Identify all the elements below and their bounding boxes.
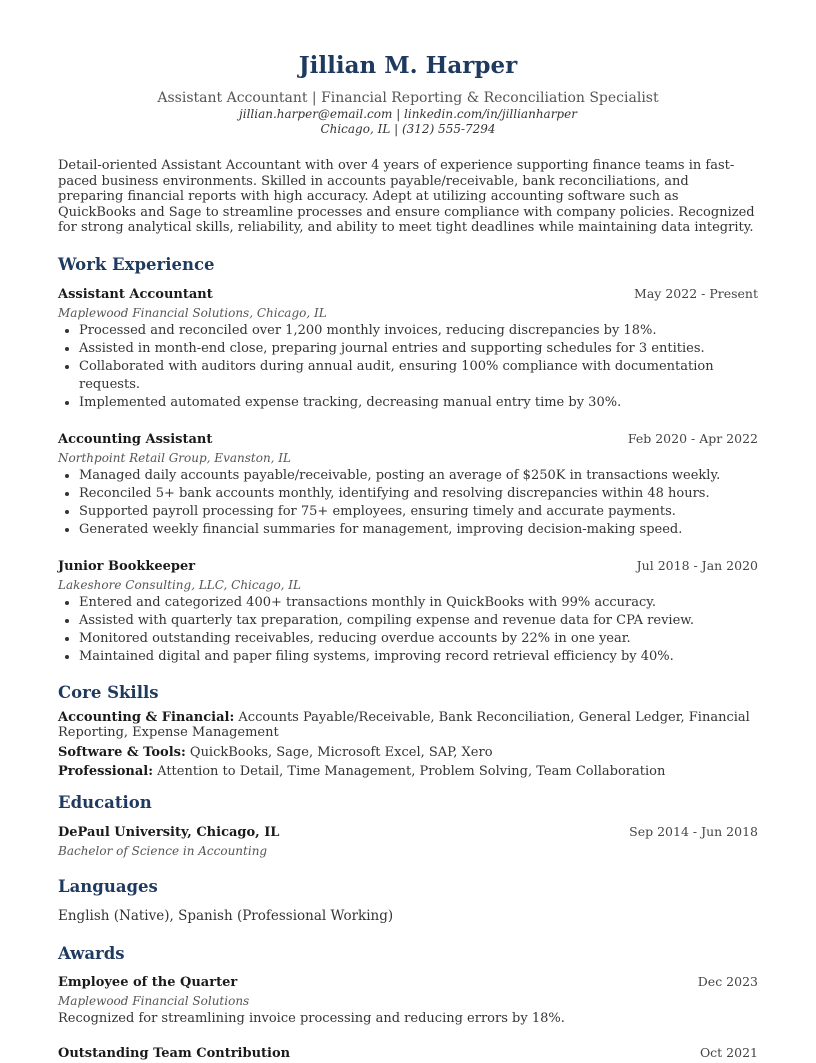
work-experience-section <box>58 255 758 666</box>
job-bullet: • Collaborated with auditors during annual audit, ensuring 100% compliance with documentation requests. <box>79 358 758 394</box>
job-bullet: • Processed and reconciled over 1,200 monthly invoices, reducing discrepancies by 18%. <box>79 322 758 340</box>
skill-category: Software & Tools: <box>58 744 186 760</box>
skill-values: Attention to Detail, Time Management, Problem Solving, Team Collaboration <box>157 764 666 779</box>
languages-text: English (Native), Spanish (Professional Working) <box>58 907 394 924</box>
section-title-awards: Awards <box>58 943 125 963</box>
skill-category: Accounting & Financial: <box>58 709 235 725</box>
section-title-work-experience: Work Experience <box>58 254 215 274</box>
job-bullet: • Monitored outstanding receivables, reducing overdue accounts by 22% in one year. <box>79 630 758 648</box>
job-header <box>58 285 758 304</box>
job-title: Assistant Accountant <box>58 286 213 302</box>
job-entry <box>58 430 758 539</box>
award-title: Employee of the Quarter <box>58 974 238 990</box>
job-bullets <box>58 594 758 666</box>
education-header <box>58 823 758 842</box>
job-bullet: • Managed daily accounts payable/receivable, posting an average of $250K in transactions weekly. <box>79 467 758 485</box>
contact-line: jillian.harper@email.com | linkedin.com/in/jillianharper <box>239 107 577 121</box>
job-header <box>58 430 758 449</box>
section-title-languages: Languages <box>58 876 158 896</box>
section-title-core-skills: Core Skills <box>58 682 159 702</box>
skill-values: Accounts Payable/Receivable, Bank Reconciliation, General Ledger, Financial Reporting, Expense Management <box>58 709 750 740</box>
skill-values: QuickBooks, Sage, Microsoft Excel, SAP, Xero <box>189 744 493 760</box>
award-entry <box>58 973 758 1028</box>
award-date: Dec 2023 <box>697 973 758 989</box>
award-entry <box>58 1044 758 1063</box>
award-organization: Maplewood Financial Solutions <box>58 993 250 1008</box>
candidate-subtitle: Assistant Accountant | Financial Reporting & Reconciliation Specialist <box>157 90 659 106</box>
job-bullet: • Supported payroll processing for 75+ employees, ensuring timely and accurate payments. <box>79 503 758 521</box>
professional-summary: Detail-oriented Assistant Accountant with over 4 years of experience supporting finance teams in fast-paced business environments. Skilled in accounts payable/receivable, bank reconciliations, and preparing financial reports with high accuracy. Adept at utilizing accounting software such as QuickBooks and Sage to streamline processes and ensure compliance with company policies. Recognized for strong analytical skills, reliability, and ability to meet tight deadlines while maintaining data integrity. <box>58 158 755 235</box>
skill-line <box>58 710 758 741</box>
degree: Bachelor of Science in Accounting <box>58 843 268 858</box>
candidate-name: Jillian M. Harper <box>298 52 518 79</box>
location-phone-line: Chicago, IL | (312) 555-7294 <box>320 122 496 136</box>
languages-section <box>58 877 758 925</box>
award-header <box>58 973 758 992</box>
education-entry <box>58 823 758 860</box>
skills-list <box>58 710 758 780</box>
award-header <box>58 1044 758 1063</box>
award-title: Outstanding Team Contribution <box>58 1045 291 1061</box>
job-company: Maplewood Financial Solutions, Chicago, IL <box>58 305 327 320</box>
school-name: DePaul University, Chicago, IL <box>58 824 280 840</box>
job-title: Junior Bookkeeper <box>58 558 196 574</box>
core-skills-section <box>58 683 758 780</box>
resume-header <box>58 0 758 137</box>
job-bullet: • Reconciled 5+ bank accounts monthly, identifying and resolving discrepancies within 48 hours. <box>79 485 758 503</box>
job-dates: Feb 2020 - Apr 2022 <box>627 430 758 446</box>
section-title-education: Education <box>58 792 152 812</box>
education-dates: Sep 2014 - Jun 2018 <box>629 823 758 839</box>
education-section <box>58 793 758 860</box>
job-header <box>58 557 758 576</box>
job-company: Lakeshore Consulting, LLC, Chicago, IL <box>58 577 302 592</box>
job-bullet: • Maintained digital and paper filing systems, improving record retrieval efficiency by 40%. <box>79 648 758 666</box>
job-bullet: • Entered and categorized 400+ transactions monthly in QuickBooks with 99% accuracy. <box>79 594 758 612</box>
job-bullet: • Implemented automated expense tracking, decreasing manual entry time by 30%. <box>79 394 758 412</box>
job-dates: May 2022 - Present <box>634 285 758 301</box>
job-title: Accounting Assistant <box>58 431 213 447</box>
job-entry <box>58 557 758 666</box>
job-entry <box>58 285 758 412</box>
job-company: Northpoint Retail Group, Evanston, IL <box>58 450 292 465</box>
job-dates: Jul 2018 - Jan 2020 <box>636 557 758 573</box>
job-bullet: • Generated weekly financial summaries for management, improving decision-making speed. <box>79 521 758 539</box>
skill-category: Professional: <box>58 764 154 779</box>
skill-line <box>58 764 758 780</box>
job-bullet: • Assisted in month-end close, preparing journal entries and supporting schedules for 3 entities. <box>79 340 758 358</box>
awards-section <box>58 944 758 1063</box>
skill-line <box>58 745 758 761</box>
award-description: Recognized for streamlining invoice processing and reducing errors by 18%. <box>58 1010 565 1026</box>
job-bullet: • Assisted with quarterly tax preparation, compiling expense and revenue data for CPA review. <box>79 612 758 630</box>
job-bullets <box>58 467 758 539</box>
job-bullets <box>58 322 758 412</box>
award-date: Oct 2021 <box>699 1044 758 1060</box>
